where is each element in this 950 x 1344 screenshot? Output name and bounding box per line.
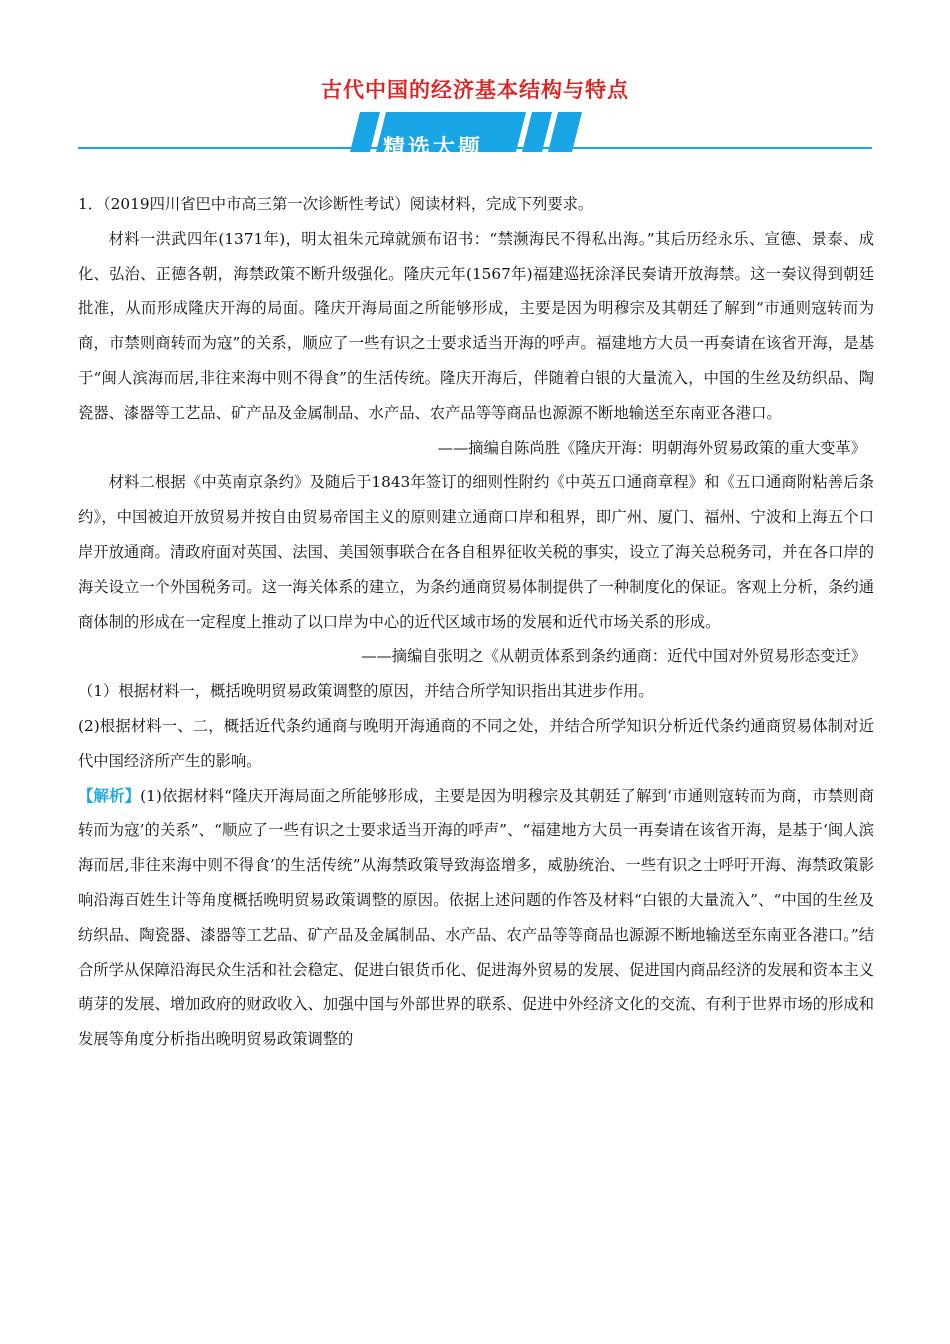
- analysis-text: (1)依据材料“隆庆开海局面之所能够形成，主要是因为明穆宗及其朝廷了解到‘市通则寇转而为商，市禁则商转而为寇’的关系”、“顺应了一些有识之士要求适当开海的呼声”、“福建地方大员一再奏请在该省开海，是基于‘闽人滨海而居,非往来海中则不得食’的生活传统”从海禁政策导致海盗增多，威胁统治、一些有识之士呼吁开海、海禁政策影响沿海百姓生计等角度概括晚明贸易政策调整的原因。依据上述问题的作答及材料“白银的大量流入”、“中国的生丝及纺织品、陶瓷器、漆器等工艺品、矿产品及金属制品、水产品、农产品等等商品也源源不断地输送至东南亚各港口。”结合所学从保障沿海民众生活和社会稳定、促进白银货币化、促进海外贸易的发展、促进国内商品经济的发展和资本主义萌芽的发展、增加政府的财政收入、加强中国与外部世界的联系、促进中外经济文化的交流、有利于世界市场的形成和发展等角度分析指出晚明贸易政策调整的: [78, 786, 874, 1049]
- material-2-source: ——摘编自张明之《从朝贡体系到条约通商：近代中国对外贸易形态变迁》: [361, 647, 866, 666]
- question-header: [78, 187, 874, 222]
- question-source: （2019四川省巴中市高三第一次诊断性考试）阅读材料，完成下列要求。: [103, 195, 594, 213]
- analysis-paragraph: [78, 779, 874, 1057]
- material-2: 材料二根据《中英南京条约》及随后于1843年签订的细则性附约《中英五口通商章程》和《五口通商附粘善后条约》，中国被迫开放贸易并按自由贸易帝国主义的原则建立通商口岸和租界，即广州、厦门、福州、宁波和上海五个口岸开放通商。清政府面对英国、法国、美国领事联合在各自租界征收关税的事实，设立了海关总税务司，并在各口岸的海关设立一个外国税务司。这一海关体系的建立，为条约通商贸易体制提供了一种制度化的保证。客观上分析，条约通商体制的形成在一定程度上推动了以口岸为中心的近代区域市场的发展和近代市场关系的形成。: [78, 473, 874, 631]
- sub-question-2: (2)根据材料一、二，概括近代条约通商与晚明开海通商的不同之处，并结合所学知识分析近代条约通商贸易体制对近代中国经济所产生的影响。: [78, 716, 874, 770]
- section-banner: [0, 112, 950, 156]
- question-content: [78, 187, 874, 1057]
- analysis-tag: 【解析】: [78, 786, 141, 805]
- material-1: 材料一洪武四年(1371年)，明太祖朱元璋就颁布诏书：“禁濒海民不得私出海。”其后历经永乐、宣德、景泰、成化、弘治、正德各朝，海禁政策不断升级强化。隆庆元年(1567年)福建巡抚涂泽民奏请开放海禁。这一奏议得到朝廷批准，从而形成隆庆开海的局面。隆庆开海局面之所能够形成，主要是因为明穆宗及其朝廷了解到“市通则寇转而为商，市禁则商转而为寇”的关系，顺应了一些有识之士要求适当开海的呼声。福建地方大员一再奏请在该省开海，是基于“闽人滨海而居,非往来海中则不得食”的生活传统。隆庆开海后，伴随着白银的大量流入，中国的生丝及纺织品、陶瓷器、漆器等工艺品、矿产品及金属制品、水产品、农产品等等商品也源源不断地输送至东南亚各港口。: [78, 229, 874, 422]
- material-1-source: ——摘编自陈尚胜《隆庆开海：明朝海外贸易政策的重大变革》: [437, 438, 866, 457]
- sub-question-1: （1）根据材料一，概括晚明贸易政策调整的原因，并结合所学知识指出其进步作用。: [78, 682, 654, 701]
- banner-label: [383, 134, 533, 148]
- page-title: 古代中国的经济基本结构与特点: [321, 77, 629, 102]
- question-number: 1．: [78, 195, 104, 213]
